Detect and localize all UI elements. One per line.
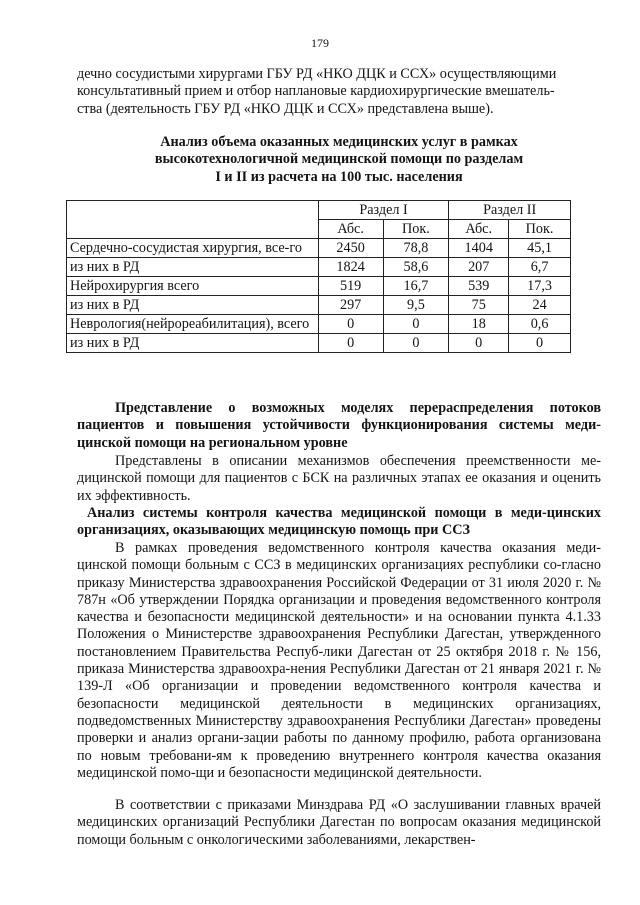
table-row: [67, 258, 571, 277]
row-label: из них в РД: [67, 296, 319, 315]
row-label: из них в РД: [67, 334, 319, 353]
cell-value: 78,8: [383, 239, 449, 258]
cell-value: 0: [509, 334, 571, 353]
table-title: [77, 134, 601, 186]
table-title-line: I и II из расчета на 100 тыс. населения: [215, 168, 463, 185]
cell-value: 17,3: [509, 277, 571, 296]
cell-value: 75: [449, 296, 509, 315]
section-1-header: Раздел I: [318, 201, 449, 220]
intro-line: дечно сосудистыми хирургами ГБУ РД «НКО ДЦК и ССХ» осуществляющими: [77, 66, 557, 82]
cell-value: 58,6: [383, 258, 449, 277]
cell-value: 0: [383, 315, 449, 334]
cell-value: 6,7: [509, 258, 571, 277]
cell-value: 0: [318, 334, 383, 353]
subheader-abs: Абс.: [449, 220, 509, 239]
intro-paragraph: [77, 66, 601, 118]
table-corner-cell: [67, 201, 319, 220]
cell-value: 539: [449, 277, 509, 296]
cell-value: 2450: [318, 239, 383, 258]
cell-value: 9,5: [383, 296, 449, 315]
cell-value: 207: [449, 258, 509, 277]
intro-line: ства (деятельность ГБУ РД «НКО ДЦК и ССХ» представлена выше).: [77, 100, 494, 117]
cell-value: 519: [318, 277, 383, 296]
cell-value: 1404: [449, 239, 509, 258]
subheader-abs: Абс.: [318, 220, 383, 239]
cell-value: 0: [383, 334, 449, 353]
subheader-pok: Пок.: [383, 220, 449, 239]
cell-value: 0,6: [509, 315, 571, 334]
intro-line: консультативный прием и отбор наплановые кардиохирургические вмешатель-: [77, 83, 555, 100]
table-subheader-row: [67, 220, 571, 239]
cell-value: 18: [449, 315, 509, 334]
row-label: Нейрохирургия всего: [67, 277, 319, 296]
subheader-pok: Пок.: [509, 220, 571, 239]
row-label: из них в РД: [67, 258, 319, 277]
cell-value: 0: [449, 334, 509, 353]
table-corner-cell: [67, 220, 319, 239]
services-table: [66, 200, 571, 353]
cell-value: 297: [318, 296, 383, 315]
row-label: Неврология(нейрореабилитация), всего: [67, 315, 319, 334]
table-row: [67, 277, 571, 296]
section-heading-redistribution: Представление о возможных моделях перераспределения потоков пациентов и повышения устойчивости функционирования системы меди-цинской помощи на региональном уровне: [77, 400, 601, 451]
table-header-row: [67, 201, 571, 220]
section-heading-quality-control: Анализ системы контроля качества медицинской помощи в меди-цинских организациях, оказывающих медицинскую помощь при ССЗ: [77, 505, 601, 539]
table-row: [67, 239, 571, 258]
section-2-header: Раздел II: [449, 201, 571, 220]
cell-value: 0: [318, 315, 383, 334]
table-row: [67, 315, 571, 334]
table-row: [67, 334, 571, 353]
row-label: Сердечно-сосудистая хирургия, все-го: [67, 239, 319, 258]
cell-value: 45,1: [509, 239, 571, 258]
cell-value: 16,7: [383, 277, 449, 296]
page-number: 179: [311, 36, 329, 50]
table-title-line: Анализ объема оказанных медицинских услуг в рамках: [160, 134, 518, 150]
paragraph-continuity: Представлены в описании механизмов обеспечения преемственности ме-дицинской помощи для пациентов с БСК на различных этапах ее оказания и оценить их эффективность.: [77, 453, 601, 504]
cell-value: 24: [509, 296, 571, 315]
paragraph-ministry-orders: В соответствии с приказами Минздрава РД «О заслушивании главных врачей медицинских организаций Республики Дагестан по вопросам оказания медицинской помощи больным с онкологическими заболеваниями, лекарствен-: [77, 797, 601, 848]
cell-value: 1824: [318, 258, 383, 277]
paragraph-departmental-control: В рамках проведения ведомственного контроля качества оказания меди-цинской помощи больным с ССЗ в медицинских организациях республики со-гласно приказу Министерства здравоохранения Российской Федерации от 31 июля 2020 г. № 787н «Об утверждении Порядка организации и проведения ведомственного контроля качества и безопасности медицинской деятельности» и на основании пункта 4.1.33 Положения о Министерстве здравоохранения Республики Дагестан, утвержденного постановлением Правительства Респуб-лики Дагестан от 25 октября 2018 г. № 156, приказа Министерства здравоохра-нения Республики Дагестан от 21 января 2021 г. № 139-Л «Об организации и проведении ведомственного контроля качества и безопасности медицинской деятельности в медицинских организациях, подведомственных Министерству здравоохранения Республики Дагестан» проведены проверки и анализ органи-зации работы по данному профилю, работа организована по новым требовани-ям к проведению внутреннего контроля качества оказания медицинской помо-щи и безопасности медицинской деятельности.: [77, 540, 601, 781]
table-row: [67, 296, 571, 315]
table-title-line: высокотехнологичной медицинской помощи по разделам: [154, 151, 524, 168]
